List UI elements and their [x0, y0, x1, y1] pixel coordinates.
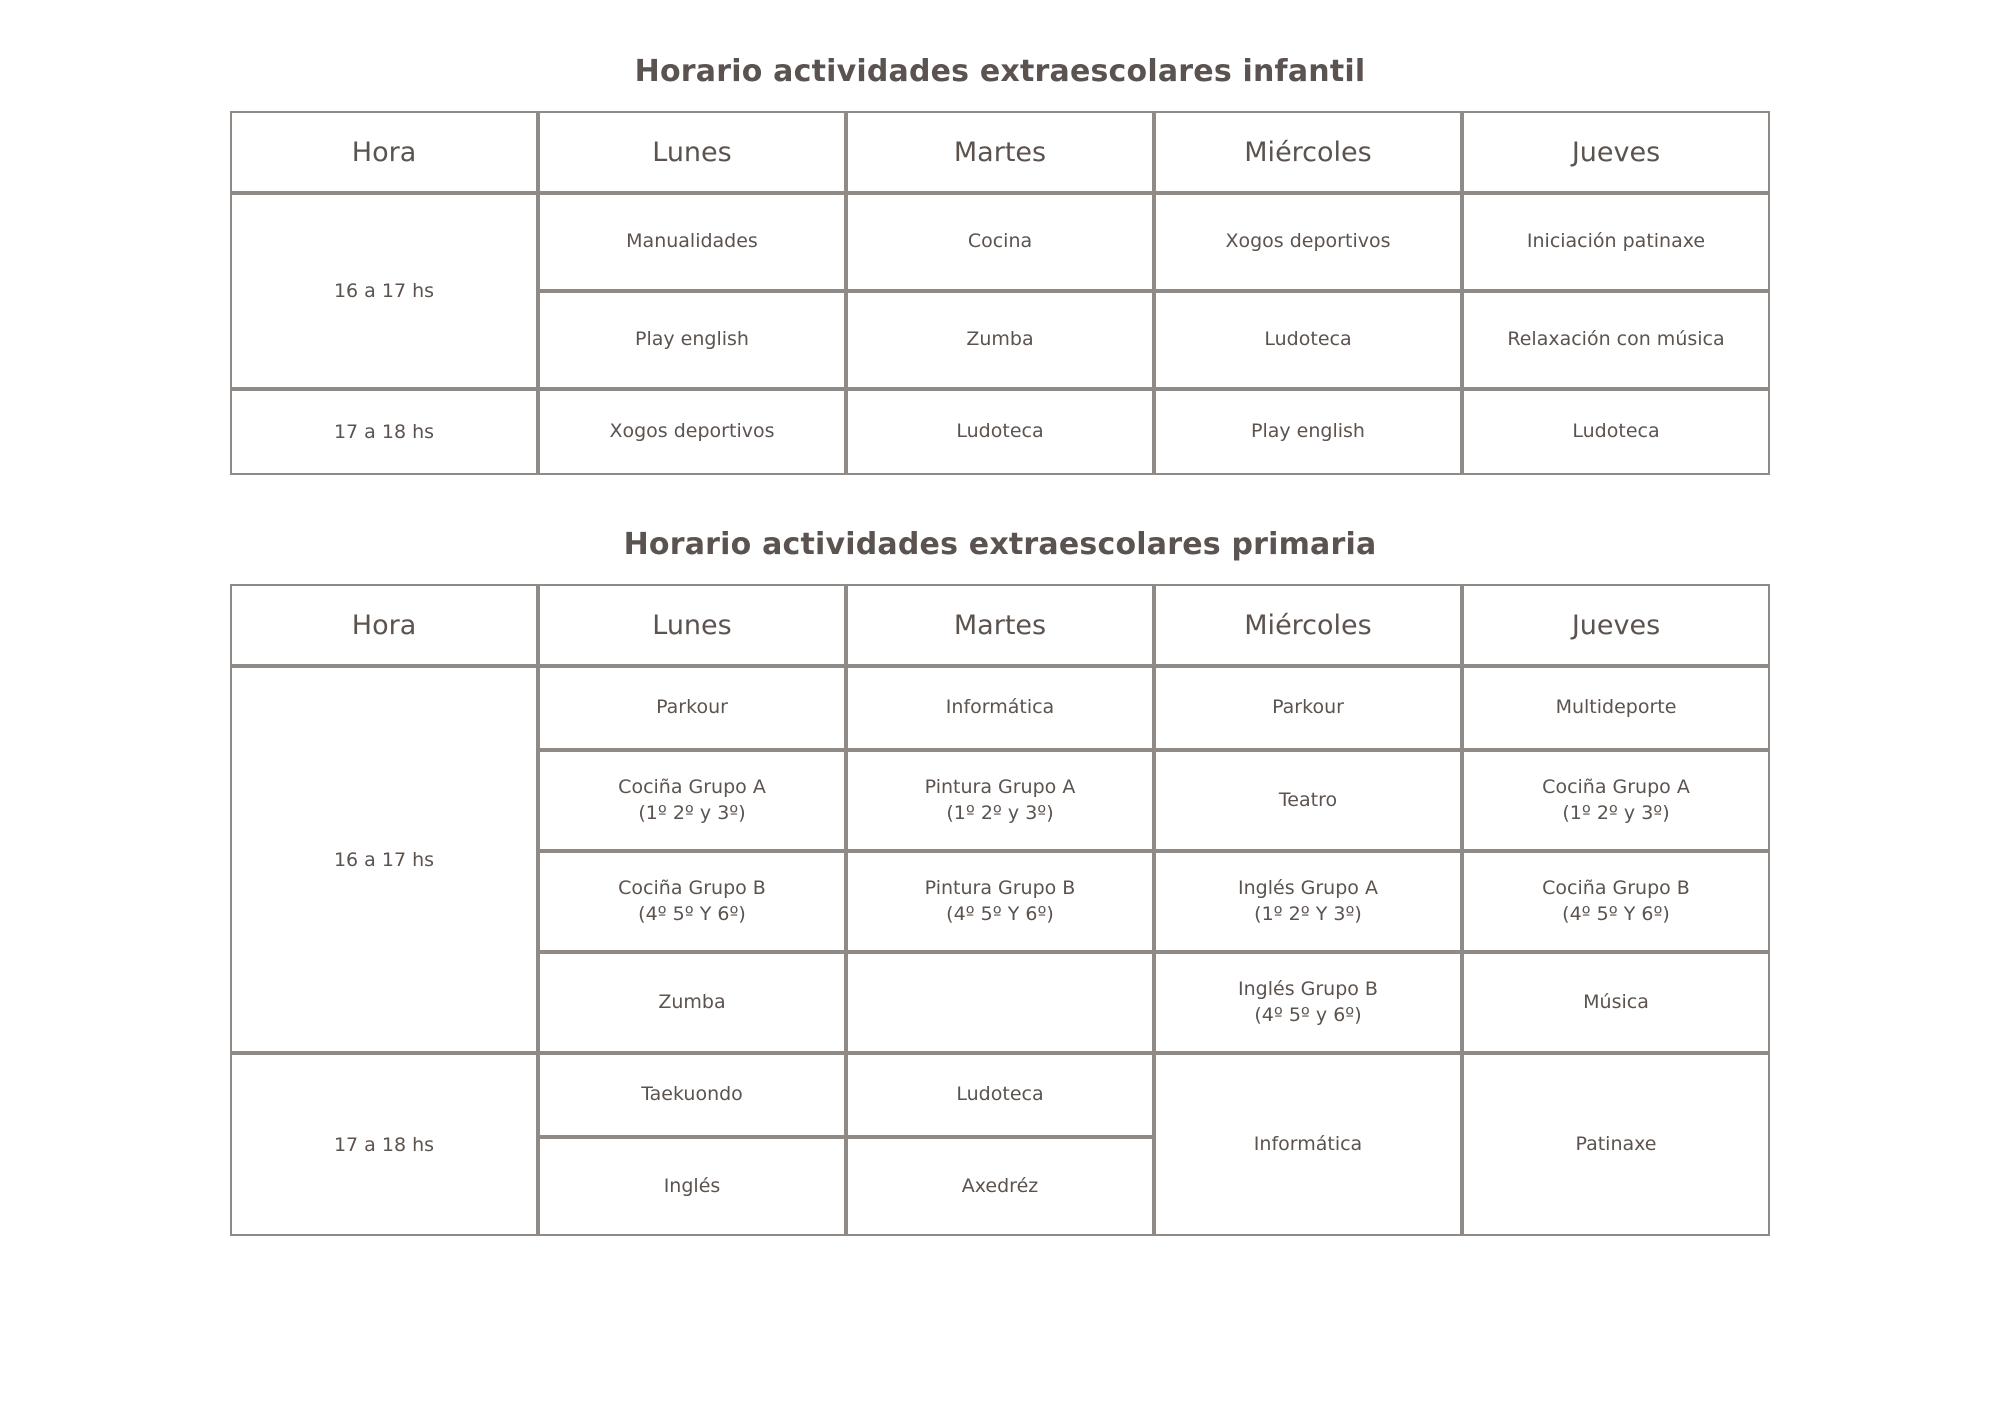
activity-cell	[1462, 851, 1770, 952]
activity-title: Pintura Grupo A	[924, 775, 1076, 798]
column-header-jueves: Jueves	[1462, 111, 1770, 193]
page-title-infantil: Horario actividades extraescolares infantil	[634, 54, 1366, 89]
activity-subtitle: (4º 5º Y 6º)	[946, 902, 1054, 925]
activity-cell: Xogos deportivos	[538, 389, 846, 475]
activity-cell: Parkour	[1154, 666, 1462, 750]
activity-subtitle: (1º 2º y 3º)	[638, 801, 746, 824]
activity-cell: Multideporte	[1462, 666, 1770, 750]
activity-cell: Música	[1462, 952, 1770, 1053]
section-primaria	[230, 475, 1770, 1236]
activity-cell: Ludoteca	[1462, 389, 1770, 475]
activity-cell: Parkour	[538, 666, 846, 750]
activity-cell	[846, 851, 1154, 952]
activity-title: Inglés Grupo B	[1238, 977, 1378, 1000]
activity-cell: Xogos deportivos	[1154, 193, 1462, 291]
table-row	[230, 1053, 1770, 1137]
hour-label-16-17: 16 a 17 hs	[230, 666, 538, 1053]
table-row	[230, 193, 1770, 291]
activity-cell: Informática	[1154, 1053, 1462, 1236]
activity-title: Cociña Grupo B	[618, 876, 766, 899]
activity-cell: Ludoteca	[846, 1053, 1154, 1137]
activity-cell: Cocina	[846, 193, 1154, 291]
column-header-miercoles: Miércoles	[1154, 111, 1462, 193]
page-title-primaria: Horario actividades extraescolares primaria	[623, 527, 1377, 562]
column-header-hora: Hora	[230, 111, 538, 193]
table-row	[230, 666, 1770, 750]
activity-cell: Manualidades	[538, 193, 846, 291]
schedule-table-infantil	[230, 111, 1770, 475]
activity-subtitle: (4º 5º Y 6º)	[638, 902, 746, 925]
activity-cell: Relaxación con música	[1462, 291, 1770, 389]
activity-cell	[538, 750, 846, 851]
hour-label-17-18: 17 a 18 hs	[230, 1053, 538, 1236]
activity-cell: Zumba	[846, 291, 1154, 389]
activity-title: Inglés Grupo A	[1238, 876, 1378, 899]
activity-cell	[846, 750, 1154, 851]
column-header-miercoles: Miércoles	[1154, 584, 1462, 666]
activity-subtitle: (1º 2º y 3º)	[1562, 801, 1670, 824]
section-infantil	[230, 0, 1770, 475]
activity-cell: Teatro	[1154, 750, 1462, 851]
column-header-lunes: Lunes	[538, 584, 846, 666]
activity-cell: Inglés	[538, 1137, 846, 1236]
table-row	[230, 389, 1770, 475]
activity-subtitle: (4º 5º Y 6º)	[1562, 902, 1670, 925]
activity-cell: Ludoteca	[846, 389, 1154, 475]
activity-title: Pintura Grupo B	[924, 876, 1076, 899]
column-header-jueves: Jueves	[1462, 584, 1770, 666]
activity-subtitle: (4º 5º y 6º)	[1254, 1003, 1362, 1026]
activity-cell: Axedréz	[846, 1137, 1154, 1236]
activity-cell	[1154, 851, 1462, 952]
activity-cell: Zumba	[538, 952, 846, 1053]
activity-subtitle: (1º 2º y 3º)	[946, 801, 1054, 824]
column-header-martes: Martes	[846, 584, 1154, 666]
table-header-row	[230, 584, 1770, 666]
activity-cell: Play english	[1154, 389, 1462, 475]
activity-cell: Ludoteca	[1154, 291, 1462, 389]
column-header-martes: Martes	[846, 111, 1154, 193]
activity-cell: Patinaxe	[1462, 1053, 1770, 1236]
schedule-table-primaria	[230, 584, 1770, 1236]
activity-cell: Taekuondo	[538, 1053, 846, 1137]
hour-label-16-17: 16 a 17 hs	[230, 193, 538, 389]
hour-label-17-18: 17 a 18 hs	[230, 389, 538, 475]
table-header-row	[230, 111, 1770, 193]
activity-cell	[1154, 952, 1462, 1053]
activity-cell-empty	[846, 952, 1154, 1053]
activity-title: Cociña Grupo B	[1542, 876, 1690, 899]
activity-subtitle: (1º 2º Y 3º)	[1254, 902, 1362, 925]
activity-cell: Informática	[846, 666, 1154, 750]
activity-cell: Iniciación patinaxe	[1462, 193, 1770, 291]
activity-title: Cociña Grupo A	[1542, 775, 1690, 798]
column-header-hora: Hora	[230, 584, 538, 666]
activity-cell	[538, 851, 846, 952]
activity-cell	[1462, 750, 1770, 851]
activity-cell: Play english	[538, 291, 846, 389]
activity-title: Cociña Grupo A	[618, 775, 766, 798]
column-header-lunes: Lunes	[538, 111, 846, 193]
